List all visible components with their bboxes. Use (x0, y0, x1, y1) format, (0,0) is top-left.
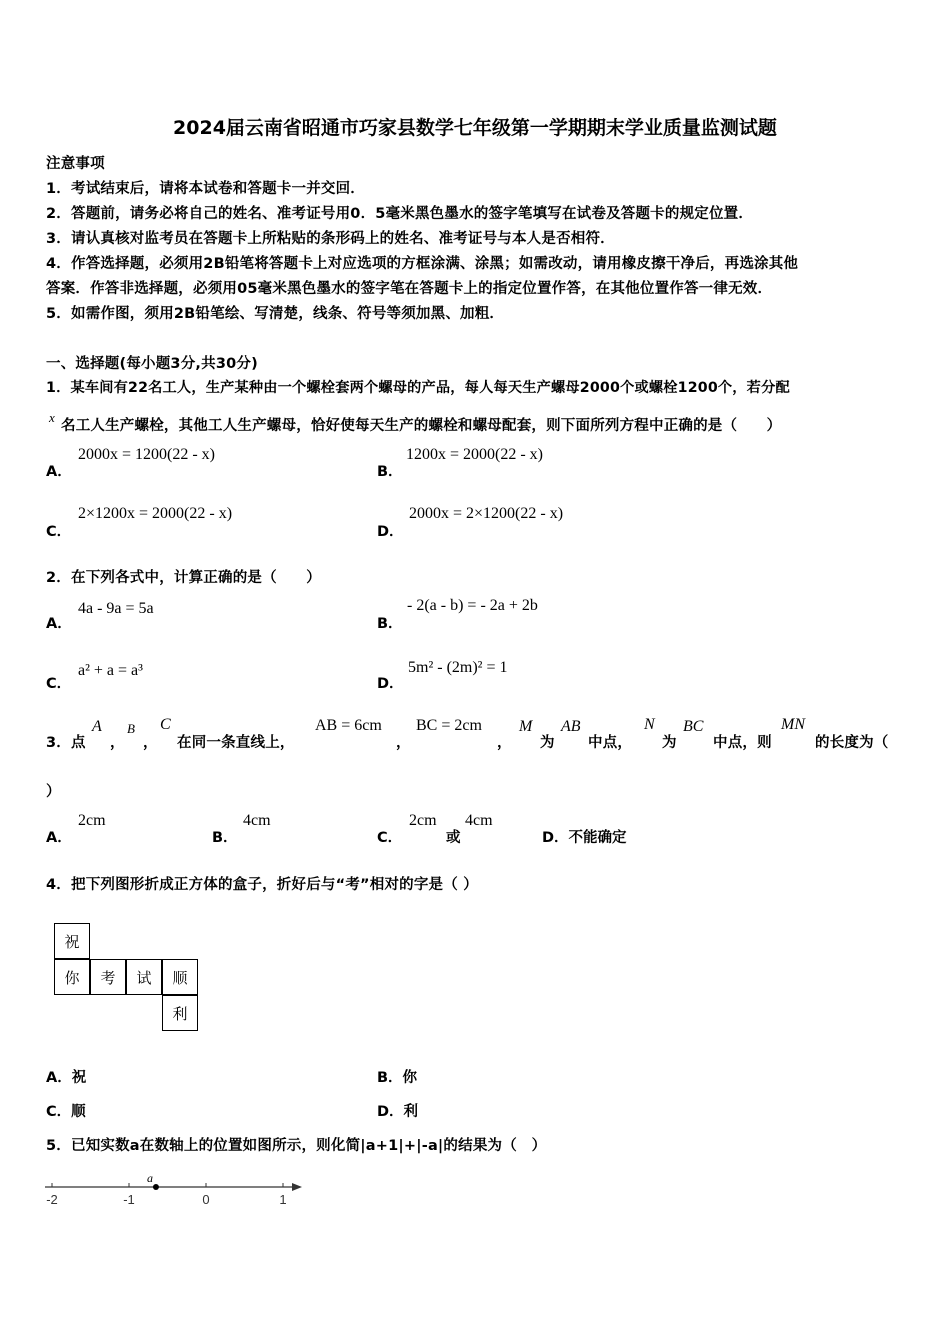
notice-item: 5．如需作图，须用2B铅笔绘、写清楚，线条、符号等须加黑、加粗． (46, 306, 505, 322)
option-label: D．不能确定 (542, 830, 627, 846)
option-or: 或 (446, 830, 461, 846)
question-3-text: 的长度为（ (815, 735, 889, 751)
option-expr: 2000x = 1200(22 - x) (78, 446, 216, 463)
option-expr: 2cm (409, 812, 437, 829)
point-n: N (644, 716, 655, 733)
separator: ， (497, 735, 512, 751)
point-a-dot (153, 1184, 159, 1190)
option-label: B． (377, 464, 403, 480)
question-3-text: 为 (540, 735, 555, 751)
question-3-text: 为 (662, 735, 677, 751)
option-expr: 2×1200x = 2000(22 - x) (78, 505, 233, 522)
option-expr: 5m² - (2m)² = 1 (408, 659, 508, 676)
question-3-stem: 3．点 (46, 735, 86, 751)
segment-bc: BC (683, 718, 704, 735)
option-expr: 4cm (465, 812, 493, 829)
question-3-close: ） (46, 784, 61, 800)
separator: ， (110, 735, 125, 751)
net-cell: 考 (90, 959, 126, 995)
axis-tick-label: -2 (46, 1192, 58, 1207)
option-expr: 2000x = 2×1200(22 - x) (409, 505, 564, 522)
notice-item: 答案．作答非选择题，必须用05毫米黑色墨水的签字笔在答题卡上的指定位置作答，在其他位置作答一律无效． (46, 281, 773, 297)
net-cell: 试 (126, 959, 162, 995)
point-m: M (519, 718, 533, 735)
notice-item: 3．请认真核对监考员在答题卡上所粘贴的条形码上的姓名、准考证号与本人是否相符． (46, 231, 615, 247)
option-expr: 1200x = 2000(22 - x) (406, 446, 544, 463)
axis-tick-label: 0 (202, 1192, 210, 1207)
net-cell: 顺 (162, 959, 198, 995)
option-label: D．利 (377, 1104, 419, 1120)
option-label: A． (46, 616, 72, 632)
question-3-text: 中点， (588, 735, 633, 751)
bc-length: BC = 2cm (416, 717, 482, 734)
separator: ， (396, 735, 411, 751)
question-1-stem: 1．某车间有22名工人，生产某种由一个螺栓套两个螺母的产品，每人每天生产螺母2000个或螺栓1200个，若分配 (46, 380, 790, 396)
point-a-label: a (146, 1171, 153, 1185)
point-b: B (127, 721, 135, 736)
option-expr: 2cm (78, 812, 106, 829)
page-title: 2024届云南省昭通市巧家县数学七年级第一学期期末学业质量监测试题 (173, 117, 777, 139)
question-2-stem: 2．在下列各式中，计算正确的是（ ） (46, 570, 321, 586)
axis-tick-label: -1 (123, 1192, 135, 1207)
separator: ， (143, 735, 158, 751)
notice-heading: 注意事项 (46, 156, 105, 172)
notice-item: 4．作答选择题，必须用2B铅笔将答题卡上对应选项的方框涂满、涂黑；如需改动，请用橡皮擦干净后，再选涂其他 (46, 256, 799, 272)
question-3-text: 在同一条直线上， (177, 735, 295, 751)
option-expr: a² + a = a³ (78, 662, 143, 679)
option-label: A． (46, 464, 72, 480)
section-heading: 一、选择题(每小题3分,共30分) (46, 356, 258, 372)
q1-variable: x (49, 410, 55, 425)
net-cell: 你 (54, 959, 90, 995)
point-a: A (92, 718, 102, 735)
segment-mn: MN (781, 716, 805, 733)
question-5-stem: 5．已知实数a在数轴上的位置如图所示，则化简|a+1|+|-a|的结果为（ ） (46, 1138, 547, 1154)
notice-item: 1．考试结束后，请将本试卷和答题卡一并交回． (46, 181, 365, 197)
question-1-stem-cont: 名工人生产螺栓，其他工人生产螺母，恰好使每天生产的螺栓和螺母配套，则下面所列方程中正确的是（ ） (61, 418, 782, 434)
option-expr: 4a - 9a = 5a (78, 600, 154, 617)
option-label: C．顺 (46, 1104, 86, 1120)
segment-ab: AB (561, 718, 581, 735)
net-cell: 祝 (54, 923, 90, 959)
net-cell: 利 (162, 995, 198, 1031)
axis-arrow (292, 1183, 302, 1191)
question-4-stem: 4．把下列图形折成正方体的盒子，折好后与“考”相对的字是（ ） (46, 877, 478, 893)
option-label: B．你 (377, 1070, 418, 1086)
option-label: A．祝 (46, 1070, 87, 1086)
option-expr: - 2(a - b) = - 2a + 2b (407, 597, 538, 614)
option-label: C． (46, 524, 72, 540)
number-line (40, 1165, 310, 1213)
ab-length: AB = 6cm (315, 717, 382, 734)
option-label: D． (377, 524, 404, 540)
option-label: C． (377, 830, 403, 846)
axis-tick-label: 1 (279, 1192, 287, 1207)
option-label: C． (46, 676, 72, 692)
option-label: B． (212, 830, 238, 846)
option-label: A． (46, 830, 72, 846)
option-label: D． (377, 676, 404, 692)
option-label: B． (377, 616, 403, 632)
notice-item: 2．答题前，请务必将自己的姓名、准考证号用0．5毫米黑色墨水的签字笔填写在试卷及答题卡的规定位置． (46, 206, 754, 222)
option-expr: 4cm (243, 812, 271, 829)
point-c: C (160, 716, 171, 733)
question-3-text: 中点，则 (713, 735, 772, 751)
